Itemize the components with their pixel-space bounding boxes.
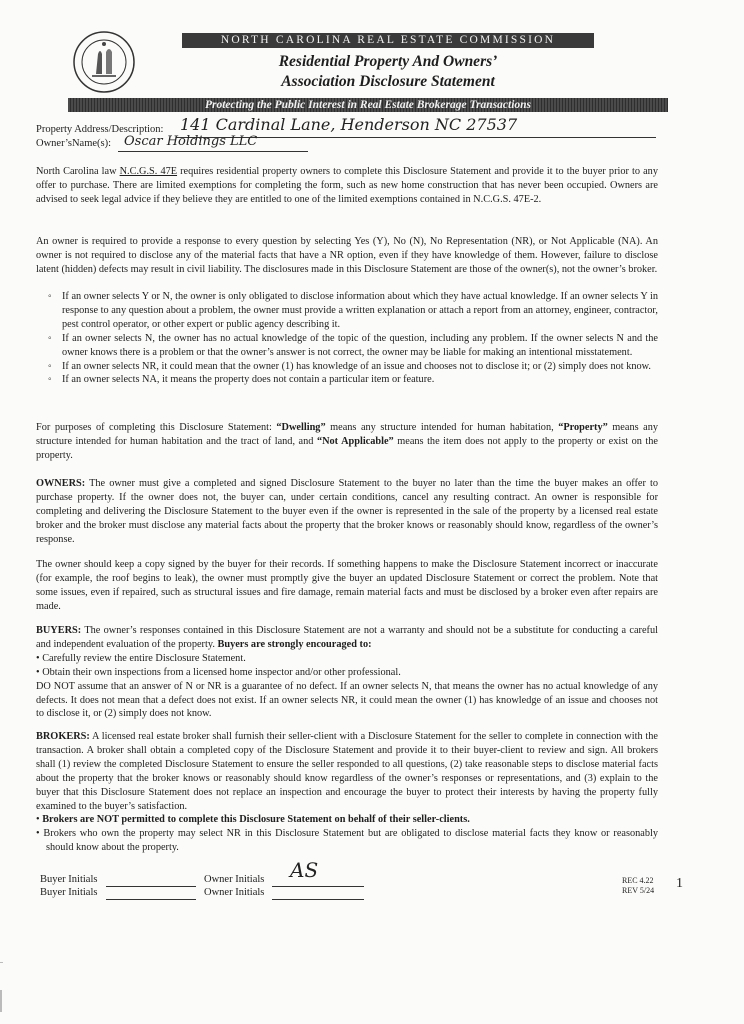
list-item: • Carefully review the entire Disclosure Statement. xyxy=(36,652,246,664)
owner-name-line xyxy=(118,151,308,152)
list-item: ◦ If an owner selects N, the owner has no actual knowledge of the topic of the question, including any problem. If the owner selects N and the owner knows there is a problem or that the owner’s answer is not correct, the owner may be liable for making an intentional misstatement. xyxy=(48,332,658,358)
list-item: ◦ If an owner selects NA, it means the property does not contain a particular item or feature. xyxy=(48,374,435,386)
owners-paragraph: OWNERS: The owner must give a completed and signed Disclosure Statement to the buyer no later than the time the buyer makes an offer to purchase property. If the owner does not, the buyer can, under certain conditions, cancel any resulting contract. An owner is responsible for completing and delivering the Disclosure Statement to the buyer even if the owner is represented in the sale of the property by a licensed real estate broker and the broker must disclose any material facts about the property that the broker knows or reasonably should know, regardless of the owner’s response. xyxy=(36,478,658,545)
owners-heading: OWNERS: xyxy=(36,478,86,489)
property-address-label: Property Address/Description: xyxy=(36,124,164,135)
buyer-initials-line-1[interactable] xyxy=(106,886,196,887)
owner-initials-label-2: Owner Initials xyxy=(204,887,265,898)
scan-mark xyxy=(0,962,3,963)
owner-name-label: Owner’sName(s): xyxy=(36,138,112,149)
commission-banner: NORTH CAROLINA REAL ESTATE COMMISSION xyxy=(182,33,594,48)
form-title-line1: Residential Property And Owners’ xyxy=(278,53,498,70)
list-item: • Obtain their own inspections from a licensed home inspector and/or other professional. xyxy=(36,666,401,678)
property-address-value[interactable]: 141 Cardinal Lane, Henderson NC 27537 xyxy=(180,115,518,134)
response-bullet-list xyxy=(48,290,658,387)
buyers-heading: BUYERS: xyxy=(36,625,82,636)
statute-link[interactable]: N.C.G.S. 47E xyxy=(119,166,178,177)
buyer-initials-line-2[interactable] xyxy=(106,899,196,900)
brokers-heading: BROKERS: xyxy=(36,731,90,742)
definitions-paragraph: For purposes of completing this Disclosure Statement: “Dwelling” means any structure intended for human habitation, “Property” means any structure intended for human habitation and the tract of land, and “Not Applicable” means the item does not apply to the property or exist on the property. xyxy=(36,422,659,461)
form-revision: REC 4.22 REV 5/24 xyxy=(622,876,655,895)
buyer-initials-label-1: Buyer Initials xyxy=(40,874,98,885)
owner-initials-label-1: Owner Initials xyxy=(204,874,265,885)
copy-paragraph: The owner should keep a copy signed by the buyer for their records. If something happens to make the Disclosure Statement incorrect or inaccurate (for example, the roof begins to leak), the owner must promptly give the buyer an updated Disclosure Statement or correct the problem. Note that some issues, even if repaired, such as structural issues and fire damage, remain material facts and must be disclosed by a broker even after repairs are made. xyxy=(36,559,658,612)
state-seal-icon xyxy=(72,30,136,94)
owner-initials-signature: AS xyxy=(290,858,319,882)
list-item: • Brokers are NOT permitted to complete this Disclosure Statement on behalf of their seller-clients. xyxy=(36,814,470,826)
intro-paragraph: North Carolina law N.C.G.S. 47E requires residential property owners to complete this Disclosure Statement and provide it to the buyer prior to any offer to purchase. There are limited exemptions for completing the form, such as new home construction that has never been occupied. Owners are advised to seek legal advice if they believe they are entitled to one of the limited exemptions contained in N.C.G.S. 47E-2. xyxy=(36,166,658,205)
scan-mark xyxy=(0,990,2,1012)
list-item: ◦ If an owner selects Y or N, the owner is only obligated to disclose information about which they have actual knowledge. If an owner selects Y in response to any question about a problem, the owner must provide a written explanation or attach a report from an attorney, engineer, contractor, pest control operator, or other expert or public agency describing it. xyxy=(48,291,658,330)
owner-name-value[interactable]: Oscar Holdings LLC xyxy=(124,134,258,149)
list-item: • Brokers who own the property may select NR in this Disclosure Statement but are obligated to disclose material facts they know or reasonably should know about the property. xyxy=(36,828,659,854)
form-title-line2: Association Disclosure Statement xyxy=(281,73,495,90)
page-number: 1 xyxy=(676,876,683,891)
buyer-initials-label-2: Buyer Initials xyxy=(40,887,98,898)
owner-initials-line-1[interactable] xyxy=(272,886,364,887)
owner-initials-line-2[interactable] xyxy=(272,899,364,900)
buyers-paragraph: BUYERS: The owner’s responses contained in this Disclosure Statement are not a warranty and should not be a substitute for conducting a careful and independent evaluation of the property. Buyers are strongly encouraged to: • Carefully review the entire Disclosure Statement. • Obtain their own inspections from a licensed home inspector and/or other professional. DO NOT assume that an answer of N or NR is a guarantee of no defect. If an owner selects N, that means the owner has no actual knowledge of any defects. It does not mean that a defect does not exist. If an owner selects NR, it could mean the owner (1) has knowledge of an issue and chooses not to disclose it, or (2) simply does not know. xyxy=(36,625,658,720)
buyers-warning: DO NOT assume that an answer of N or NR is a guarantee of no defect. If an owner selects N, that means the owner has no actual knowledge of any defects. It does not mean that a defect does not exist. If an owner selects NR, it could mean the owner (1) has knowledge of an issue and chooses not to disclose it, or (2) simply does not know. xyxy=(36,680,658,720)
response-paragraph: An owner is required to provide a response to every question by selecting Yes (Y), No (N), No Representation (NR), or Not Applicable (NA). An owner is not required to disclose any of the material facts that have a NR option, even if they have knowledge of them. However, failure to disclose latent (hidden) defects may result in civil liability. The disclosures made in this Disclosure Statement are those of the owner(s), not the owner’s broker. xyxy=(36,236,658,275)
list-item: ◦ If an owner selects NR, it could mean that the owner (1) has knowledge of an issue and chooses not to disclose it; or (2) simply does not know. xyxy=(48,360,651,372)
tagline-banner: Protecting the Public Interest in Real Estate Brokerage Transactions xyxy=(68,98,668,112)
brokers-paragraph: BROKERS: A licensed real estate broker shall furnish their seller-client with a Disclosure Statement for the seller to complete in connection with the transaction. A broker shall obtain a completed copy of the Disclosure Statement and provide it to their buyer-client to review and sign. All brokers shall (1) review the completed Disclosure Statement to ensure the seller responded to all questions, (2) take reasonable steps to disclose material facts about the property that the broker knows or reasonably should know regardless of the owner’s responses or representations, and (3) explain to the buyer that this Disclosure Statement does not replace an inspection and encourage the buyer to protect their interests by having the property fully examined to the buyer’s satisfaction. • Brokers are NOT permitted to complete this Disclosure Statement on behalf of their seller-clients. • Brokers who own the property may select NR in this Disclosure Statement but are obligated to disclose material facts they know or reasonably should know about the property. xyxy=(36,731,659,854)
